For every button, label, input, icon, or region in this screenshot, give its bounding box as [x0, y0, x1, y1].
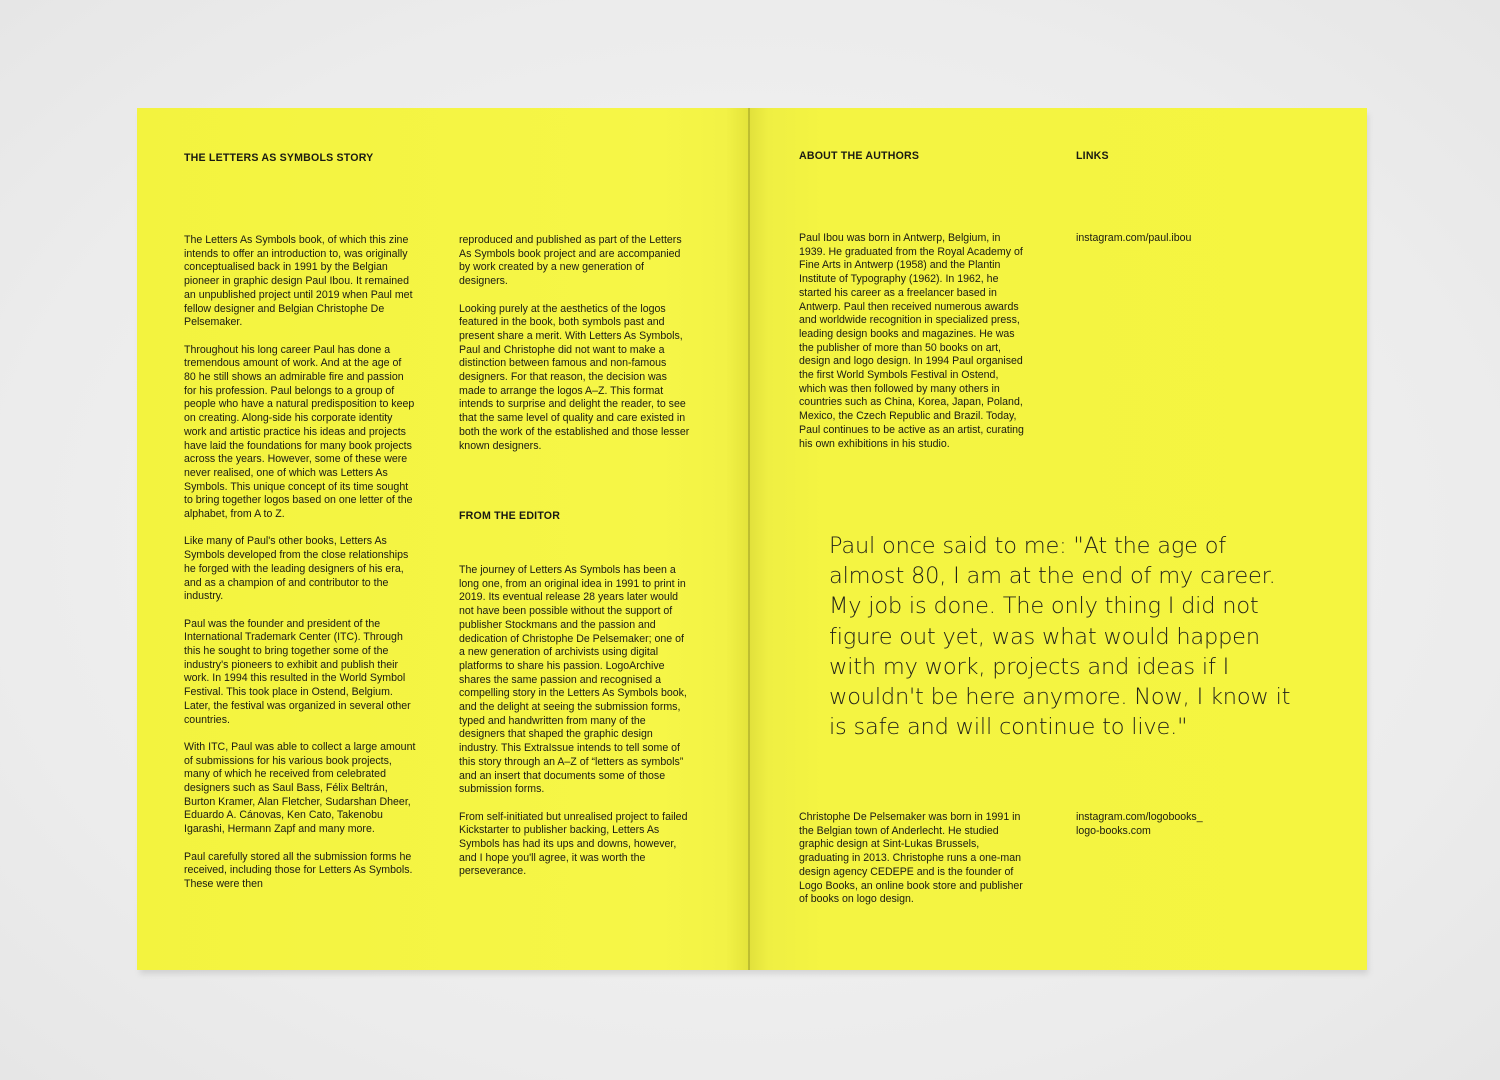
logobooks-website-link[interactable]: logo-books.com: [1076, 825, 1151, 837]
links-heading: LINKS: [1076, 150, 1109, 162]
left-page: [137, 108, 750, 970]
editor-paragraph: From self-initiated but unrealised project to failed Kickstarter to publisher backing, Letters As Symbols has had its ups and downs, however, and I hope you'll agree, it was worth the perseverance.: [459, 810, 688, 878]
paul-bio-text: Paul Ibou was born in Antwerp, Belgium, in 1939. He graduated from the Royal Academy of Fine Arts in Antwerp (1958) and the Plantin Institute of Typography (1962). In 1962, he started his career as a freelancer based in Antwerp. Paul then received numerous awards and worldwide recognition in specialized press, leading design books and magazines. He was the publisher of more than 50 books on art, design and logo design. In 1994 Paul organised the first World Symbols Festival in Ostend, which was then followed by many others in countries such as China, Korea, Japan, Poland, Mexico, the Czech Republic and Brazil. Today, Paul continues to be active as an artist, curating his own exhibitions in his studio.: [799, 232, 1024, 450]
story-paragraph: reproduced and published as part of the Letters As Symbols book project and are accompanied by work created by a new generation of designers.: [459, 234, 682, 288]
story-paragraph: Paul carefully stored all the submission forms he received, including those for Letters As Symbols. These were then: [184, 850, 413, 890]
editor-heading: FROM THE EDITOR: [459, 510, 561, 522]
story-paragraph: With ITC, Paul was able to collect a large amount of submissions for his various book projects, many of which he received from celebrated designers such as Saul Bass, Félix Beltrán, Burton Kramer, Alan Fletcher, Sudarshan Dheer, Eduardo A. Cánovas, Ken Cato, Takenobu Igarashi, Hermann Zapf and many more.: [184, 740, 416, 836]
story-paragraph: Like many of Paul's other books, Letters As Symbols developed from the close relationships he forged with the leading designers of his era, and as a champion of and contributor to the industry.: [184, 535, 409, 603]
logobooks-instagram-link[interactable]: instagram.com/logobooks_: [1076, 811, 1203, 823]
story-paragraph: Throughout his long career Paul has done a tremendous amount of work. And at the age of 80 he still shows an admirable fire and passion for his profession. Paul belongs to a group of people who have a natural predisposition to keep on creating. Along-side his corporate identity work and artistic practice his ideas and projects have laid the foundations for many book projects across the years. However, some of these were never realised, one of which was Letters As Symbols. This unique concept of its time sought to bring together logos based on one letter of the alphabet, from A to Z.: [184, 343, 415, 521]
right-page: [750, 108, 1367, 970]
authors-heading: ABOUT THE AUTHORS: [799, 150, 920, 162]
paul-instagram-link[interactable]: instagram.com/paul.ibou: [1076, 232, 1192, 244]
editor-column: [459, 564, 691, 893]
story-column-2: [459, 234, 691, 467]
story-paragraph: Looking purely at the aesthetics of the logos featured in the book, both symbols past and present share a merit. With Letters As Symbols, Paul and Christophe did not want to make a distinction between famous and non-famous designers. For that reason, the decision was made to arrange the logos A–Z. This format intends to surprise and delight the reader, to see that the same level of quality and care existed in both the work of the established and those lesser known designers.: [459, 302, 690, 452]
story-paragraph: The Letters As Symbols book, of which this zine intends to offer an introduction to, was originally conceptualised back in 1991 by the Belgian pioneer in graphic design Paul Ibou. It remained an unpublished project until 2019 when Paul met fellow designer and Belgian Christophe De Pelsemaker.: [184, 234, 413, 329]
pull-quote: Paul once said to me: "At the age of almost 80, I am at the end of my career. My job is done. The only thing I did not figure out yet, was what would happen with my work, projects and ideas if I wouldn't be here anymore. Now, I know it is safe and will continue to live.": [829, 533, 1291, 741]
paul-bio: [799, 232, 1025, 465]
christophe-bio: [799, 811, 1025, 921]
story-paragraph: Paul was the founder and president of the International Trademark Center (ITC). Through this he sought to bring together some of the industry's pioneers to exhibit and publish their work. In 1994 this resulted in the World Symbol Festival. This took place in Ostend, Belgium. Later, the festival was organized in several other countries.: [184, 617, 411, 726]
christophe-bio-text: Christophe De Pelsemaker was born in 1991 in the Belgian town of Anderlecht. He studied graphic design at Sint-Lukas Brussels, graduating in 2013. Christophe runs a one-man design agency CEDEPE and is the founder of Logo Books, an online book store and publisher of books on logo design.: [799, 811, 1023, 906]
story-heading: THE LETTERS AS SYMBOLS STORY: [184, 152, 374, 164]
editor-paragraph: The journey of Letters As Symbols has been a long one, from an original idea in 1991 to print in 2019. Its eventual release 28 years later would not have been possible without the support of publisher Stockmans and the passion and dedication of Christophe De Pelsemaker; one of a new generation of archivists using digital platforms to share his passion. LogoArchive shares the same passion and recognised a compelling story in the Letters As Symbols book, and the delight at seeing the submission forms, typed and handwritten from many of the designers that shaped the graphic design industry. This ExtraIssue intends to tell some of this story through an A–Z of “letters as symbols” and an insert that documents some of those submission forms.: [459, 564, 687, 796]
story-column-1: [184, 234, 416, 905]
